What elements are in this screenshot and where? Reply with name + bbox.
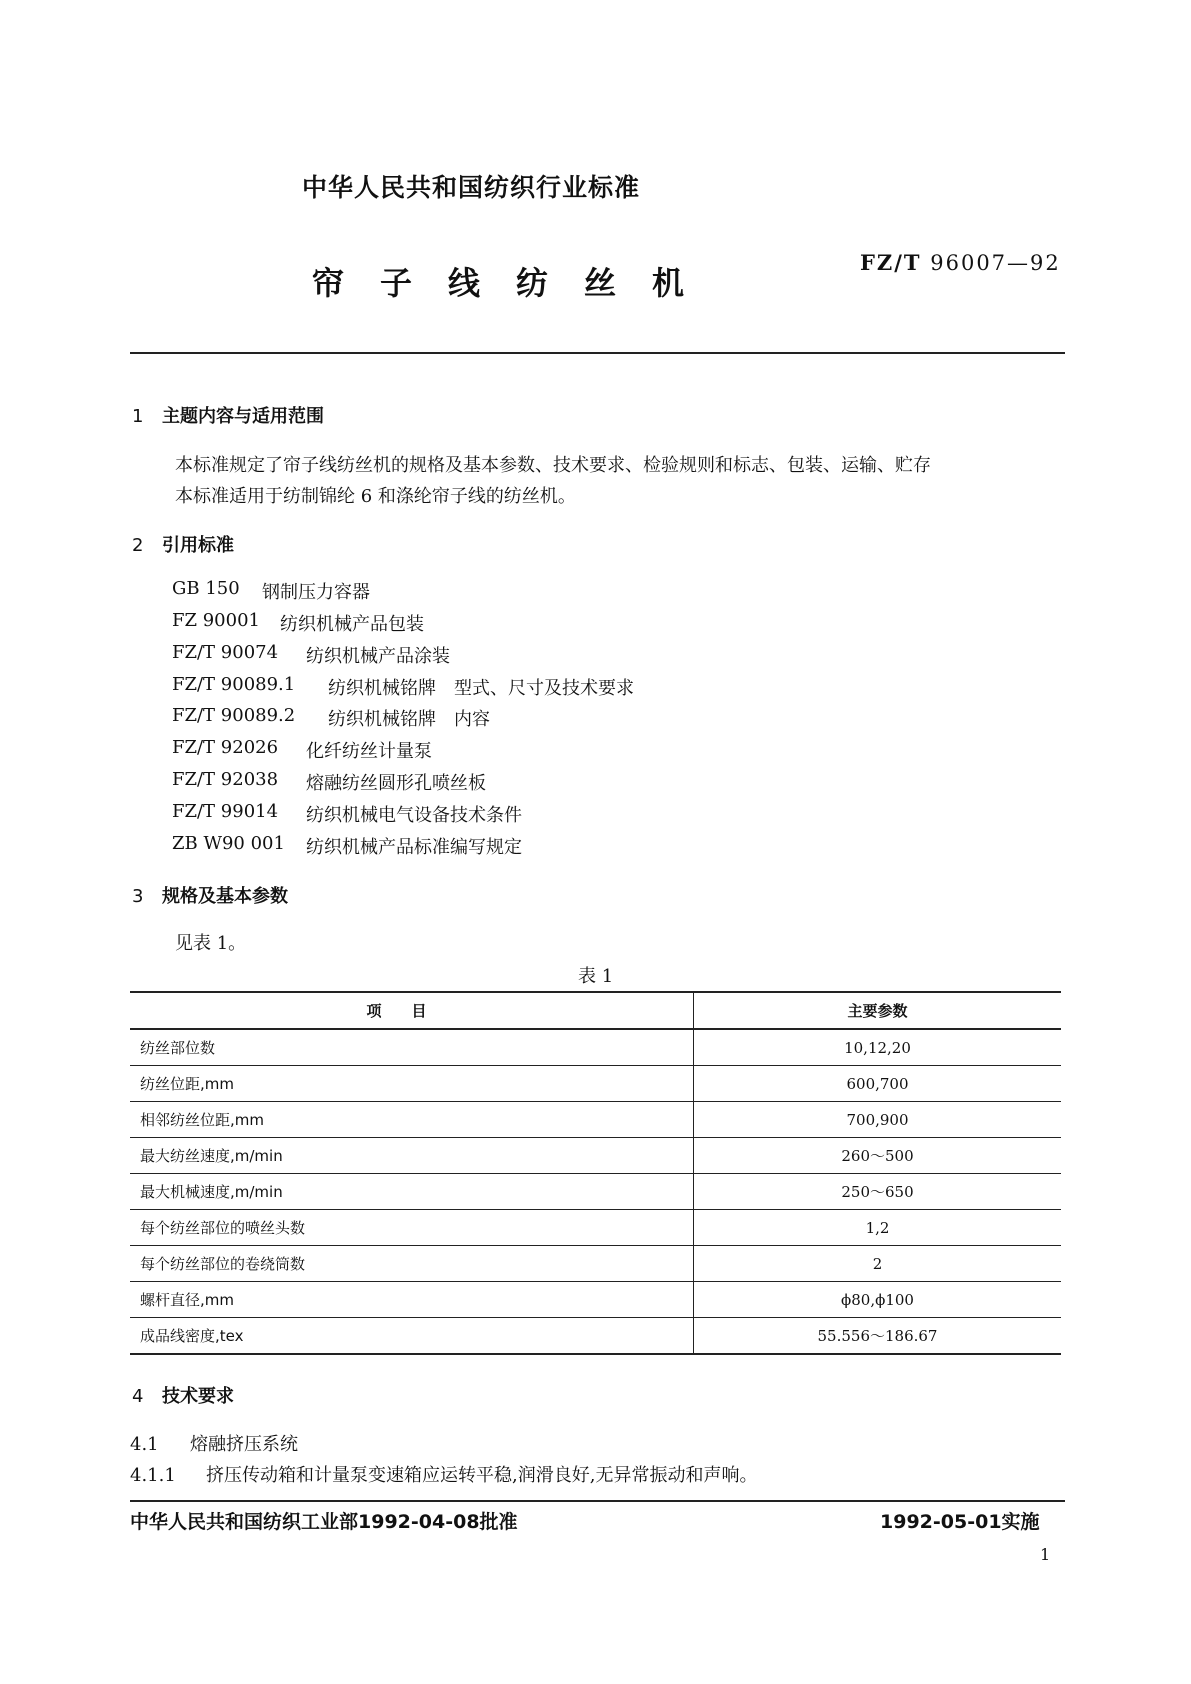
table-row	[130, 1066, 1061, 1102]
section-2-heading	[132, 531, 234, 557]
reference-item	[172, 737, 432, 762]
table-row	[130, 1102, 1061, 1138]
section-4-heading	[132, 1382, 234, 1408]
table-cell-item: 最大纺丝速度,m/min	[130, 1138, 694, 1174]
section-4-1-number: 4.1	[130, 1434, 159, 1455]
table-cell-value: 1,2	[694, 1210, 1062, 1246]
reference-item	[172, 801, 522, 826]
section-2-title: 引用标准	[162, 535, 234, 556]
section-3-title: 规格及基本参数	[162, 886, 288, 907]
reference-name: 纺织机械产品包装	[280, 614, 424, 635]
section-4-number: 4	[132, 1386, 144, 1407]
table-cell-value: 10,12,20	[694, 1029, 1062, 1066]
reference-code: GB 150	[172, 578, 240, 599]
section-4-1-title: 熔融挤压系统	[190, 1434, 298, 1455]
section-1-heading	[132, 402, 324, 428]
reference-code: FZ 90001	[172, 610, 260, 631]
section-4-title: 技术要求	[162, 1386, 234, 1407]
reference-item	[172, 833, 522, 858]
table-row	[130, 1138, 1061, 1174]
table-cell-value: ϕ80,ϕ100	[694, 1282, 1062, 1318]
parameters-table	[130, 991, 1061, 1355]
reference-name: 化纤纺丝计量泵	[306, 741, 432, 762]
table-cell-value: 260～500	[694, 1138, 1062, 1174]
table-cell-item: 相邻纺丝位距,mm	[130, 1102, 694, 1138]
reference-code: FZ/T 92038	[172, 769, 279, 790]
section-4-1-1-text: 挤压传动箱和计量泵变速箱应运转平稳,润滑良好,无异常振动和声响。	[206, 1465, 758, 1486]
standard-code	[860, 250, 1061, 275]
reference-code: ZB W90 001	[172, 833, 285, 854]
reference-item	[172, 642, 450, 667]
table-cell-value: 700,900	[694, 1102, 1062, 1138]
table-cell-value: 2	[694, 1246, 1062, 1282]
section-1-paragraph-2: 本标准适用于纺制锦纶 6 和涤纶帘子线的纺丝机。	[175, 486, 576, 507]
issuing-organization-title: 中华人民共和国纺织行业标准	[302, 173, 641, 202]
section-3-heading	[132, 882, 288, 908]
table-header-item: 项目	[130, 992, 694, 1029]
section-4-1-heading	[130, 1430, 298, 1456]
reference-item	[172, 705, 490, 730]
table-row	[130, 1174, 1061, 1210]
section-3-paragraph: 见表 1。	[175, 933, 247, 954]
table-cell-item: 每个纺丝部位的喷丝头数	[130, 1210, 694, 1246]
section-3-number: 3	[132, 886, 144, 907]
approval-statement: 中华人民共和国纺织工业部1992-04-08批准	[130, 1511, 518, 1533]
reference-item	[172, 578, 370, 603]
reference-name: 纺织机械铭牌 型式、尺寸及技术要求	[328, 678, 634, 699]
reference-code: FZ/T 90089.2	[172, 705, 296, 726]
table-cell-item: 每个纺丝部位的卷绕筒数	[130, 1246, 694, 1282]
reference-code: FZ/T 90074	[172, 642, 279, 663]
table-cell-item: 纺丝位距,mm	[130, 1066, 694, 1102]
reference-name: 纺织机械电气设备技术条件	[306, 805, 522, 826]
table-cell-item: 螺杆直径,mm	[130, 1282, 694, 1318]
table-row	[130, 1210, 1061, 1246]
table-row	[130, 1318, 1061, 1355]
table-header-parameters: 主要参数	[694, 992, 1062, 1029]
standard-code-prefix: FZ/T	[860, 250, 922, 275]
table-cell-item: 成品线密度,tex	[130, 1318, 694, 1355]
reference-code: FZ/T 92026	[172, 737, 279, 758]
reference-name: 钢制压力容器	[262, 582, 370, 603]
footer-divider	[130, 1500, 1065, 1502]
standard-code-number: 96007—92	[930, 251, 1061, 275]
table-cell-item: 纺丝部位数	[130, 1029, 694, 1066]
section-1-number: 1	[132, 406, 144, 427]
reference-name: 熔融纺丝圆形孔喷丝板	[306, 773, 486, 794]
reference-item	[172, 769, 486, 794]
table-cell-value: 600,700	[694, 1066, 1062, 1102]
reference-code: FZ/T 90089.1	[172, 674, 296, 695]
table-row	[130, 1029, 1061, 1066]
effective-date: 1992-05-01实施	[880, 1511, 1040, 1533]
section-4-1-1-clause	[130, 1461, 757, 1487]
table-header-row	[130, 992, 1061, 1029]
section-1-paragraph-1: 本标准规定了帘子线纺丝机的规格及基本参数、技术要求、检验规则和标志、包装、运输、贮存	[175, 455, 931, 476]
reference-name: 纺织机械铭牌 内容	[328, 709, 490, 730]
document-title: 帘子线纺丝机	[312, 264, 721, 302]
reference-name: 纺织机械产品涂装	[306, 646, 450, 667]
table-row	[130, 1282, 1061, 1318]
section-2-number: 2	[132, 535, 144, 556]
table-cell-value: 55.556～186.67	[694, 1318, 1062, 1355]
reference-code: FZ/T 99014	[172, 801, 279, 822]
table-cell-item: 最大机械速度,m/min	[130, 1174, 694, 1210]
section-1-title: 主题内容与适用范围	[162, 406, 324, 427]
header-divider	[130, 352, 1065, 354]
table-caption: 表 1	[578, 966, 614, 987]
table-cell-value: 250～650	[694, 1174, 1062, 1210]
table-row	[130, 1246, 1061, 1282]
reference-item	[172, 610, 424, 635]
section-4-1-1-number: 4.1.1	[130, 1465, 176, 1486]
page-number: 1	[1040, 1545, 1051, 1564]
reference-name: 纺织机械产品标准编写规定	[306, 837, 522, 858]
reference-item	[172, 674, 634, 699]
